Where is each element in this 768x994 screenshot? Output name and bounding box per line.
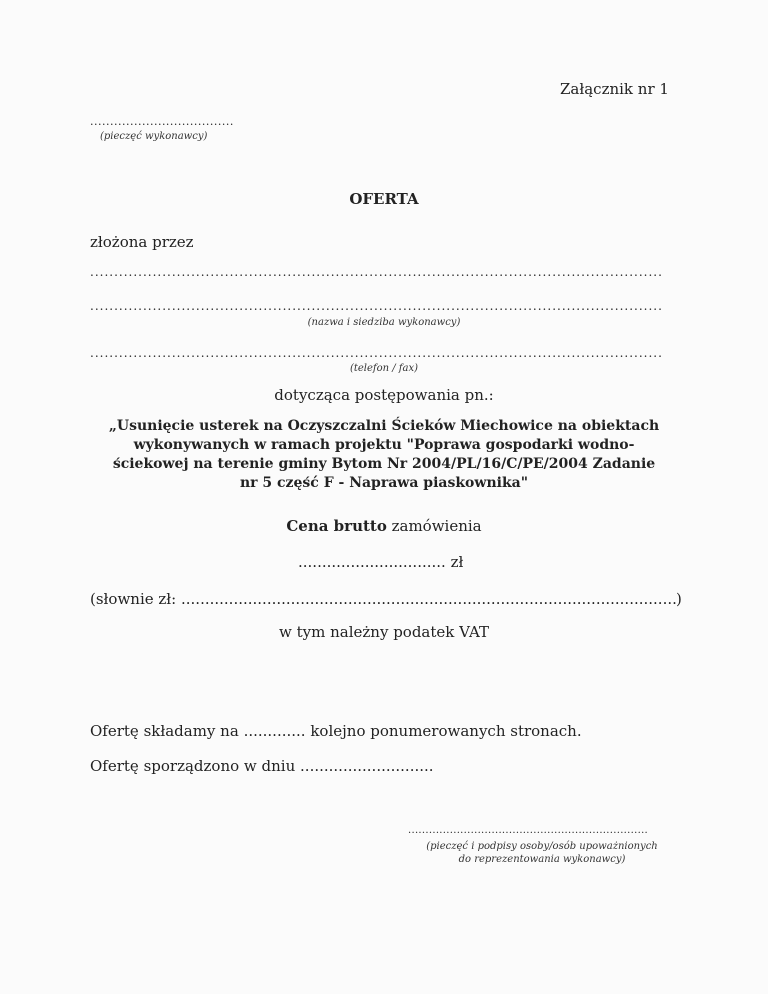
- project-line-4: nr 5 część F - Naprawa piaskownika": [239, 475, 529, 491]
- contractor-stamp-caption: (pieczęć wykonawcy): [100, 131, 208, 142]
- project-line-1: „Usunięcie usterek na Oczyszczalni Ścieków Miechowice na obiektach: [108, 418, 660, 434]
- pages-statement-prefix: Ofertę składamy na: [90, 722, 239, 740]
- price-in-words-suffix: ): [676, 590, 682, 608]
- signature-caption-line-2: do reprezentowania wykonawcy): [458, 854, 626, 865]
- phone-line: [90, 346, 662, 360]
- attachment-label: Załącznik nr 1: [560, 80, 669, 98]
- name-caption: (nazwa i siedziba wykonawcy): [307, 317, 461, 328]
- price-label-rest: zamówienia: [386, 517, 482, 535]
- pages-statement-dots: .............: [243, 722, 306, 740]
- project-line-3: ściekowej na terenie gminy Bytom Nr 2004/PL/16/C/PE/2004 Zadanie: [112, 456, 656, 472]
- phone-caption: (telefon / fax): [349, 363, 419, 374]
- signature-caption: [408, 840, 676, 866]
- project-title: [0, 417, 768, 493]
- price-label: [0, 517, 768, 535]
- price-in-words: [90, 590, 680, 608]
- signature-dots: .....................................................................: [408, 825, 649, 836]
- date-statement-dots: ............................: [300, 757, 434, 775]
- concerning-label: dotycząca postępowania pn.:: [274, 386, 494, 404]
- name-line-1: [90, 265, 662, 279]
- price-amount: [298, 553, 463, 571]
- price-amount-dots: ...............................: [298, 553, 446, 571]
- submitted-by-label: złożona przez: [90, 233, 194, 251]
- project-line-2: wykonywanych w ramach projektu "Poprawa gospodarki wodno-: [133, 437, 635, 453]
- vat-note: w tym należny podatek VAT: [279, 623, 489, 641]
- name-line-2: [90, 299, 662, 313]
- price-in-words-prefix: (słownie zł:: [90, 590, 177, 608]
- price-in-words-dots: [181, 590, 676, 608]
- price-currency: zł: [450, 553, 464, 571]
- contractor-stamp-dots: ....................................: [90, 115, 234, 128]
- price-label-bold: Cena brutto: [286, 517, 387, 535]
- signature-caption-line-1: (pieczęć i podpisy osoby/osób upoważnionych: [426, 841, 658, 852]
- document-title: OFERTA: [349, 190, 419, 208]
- date-statement-prefix: Ofertę sporządzono w dniu: [90, 757, 296, 775]
- pages-statement-suffix: kolejno ponumerowanych stronach.: [310, 722, 582, 740]
- date-statement: [90, 757, 434, 775]
- pages-statement: [90, 722, 582, 740]
